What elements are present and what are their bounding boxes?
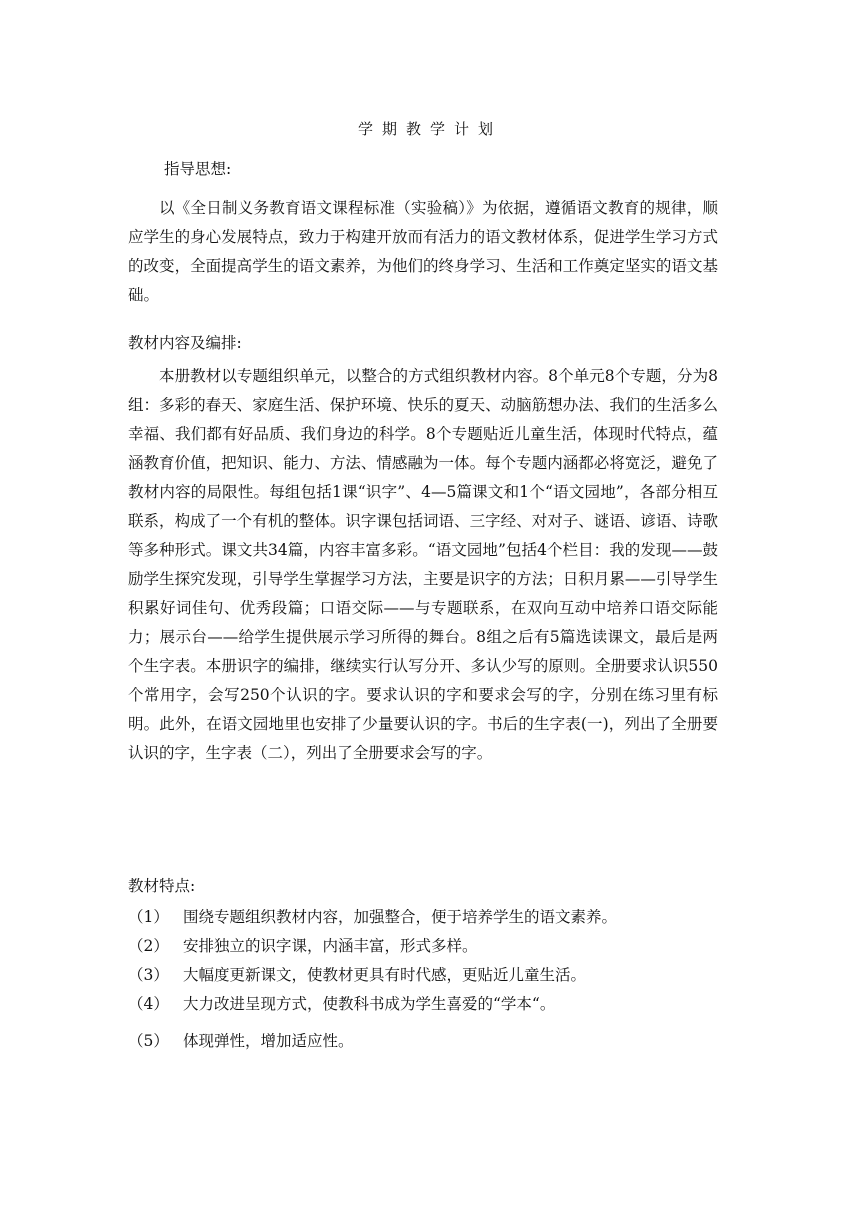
features-list	[128, 903, 728, 1056]
content-paragraph: 本册教材以专题组织单元，以整合的方式组织教材内容。8个单元8个专题，分为8组：多彩的春天、家庭生活、保护环境、快乐的夏天、动脑筋想办法、我们的生活多么幸福、我们都有好品质、我们身边的科学。8个专题贴近儿童生活，体现时代特点，蕴涵教育价值，把知识、能力、方法、情感融为一体。每个专题内涵都必将宽泛，避免了教材内容的局限性。每组包括1课“识字”、4—5篇课文和1个“语文园地”，各部分相互联系，构成了一个有机的整体。识字课包括词语、三字经、对对子、谜语、谚语、诗歌等多种形式。课文共34篇，内容丰富多彩。“语文园地”包括4个栏目：我的发现——鼓励学生探究发现，引导学生掌握学习方法，主要是识字的方法；日积月累——引导学生积累好词佳句、优秀段篇；口语交际——与专题联系，在双向互动中培养口语交际能力；展示台——给学生提供展示学习所得的舞台。8组之后有5篇选读课文，最后是两个生字表。本册识字的编排，继续实行认写分开、多认少写的原则。全册要求认识550个常用字，会写250个认识的字。要求认识的字和要求会写的字，分别在练习里有标明。此外，在语文园地里也安排了少量要认识的字。书后的生字表(一)，列出了全册要认识的字，生字表（二），列出了全册要求会写的字。	[128, 367, 718, 762]
list-item	[128, 961, 728, 990]
list-item	[128, 903, 728, 932]
list-item-number: （1）	[128, 908, 169, 926]
list-item-number: （2）	[128, 937, 169, 955]
features-heading: 教材特点:	[128, 877, 196, 895]
list-item-text: 大幅度更新课文，使教材更具有时代感，更贴近儿童生活。	[183, 966, 587, 984]
document-title: 学期教学计划	[357, 120, 502, 138]
content-heading: 教材内容及编排:	[128, 334, 242, 352]
list-item-text: 安排独立的识字课，内涵丰富，形式多样。	[183, 937, 478, 955]
list-item-number: （5）	[128, 1032, 169, 1050]
list-item	[128, 1027, 728, 1056]
list-item-number: （4）	[128, 995, 169, 1013]
list-item	[128, 932, 728, 961]
list-item	[128, 990, 728, 1019]
guiding-paragraph: 以《全日制义务教育语文课程标准（实验稿）》为依据，遵循语文教育的规律，顺应学生的身心发展特点，致力于构建开放而有活力的语文教材体系，促进学生学习方式的改变，全面提高学生的语文素养，为他们的终身学习、生活和工作奠定坚实的语文基础。	[128, 199, 718, 304]
list-item-text: 大力改进呈现方式，使教科书成为学生喜爱的“学本“。	[183, 995, 556, 1013]
list-item-text: 围绕专题组织教材内容，加强整合，便于培养学生的语文素养。	[183, 908, 618, 926]
list-item-number: （3）	[128, 966, 169, 984]
guiding-heading: 指导思想:	[164, 160, 232, 178]
list-item-text: 体现弹性，增加适应性。	[183, 1032, 354, 1050]
